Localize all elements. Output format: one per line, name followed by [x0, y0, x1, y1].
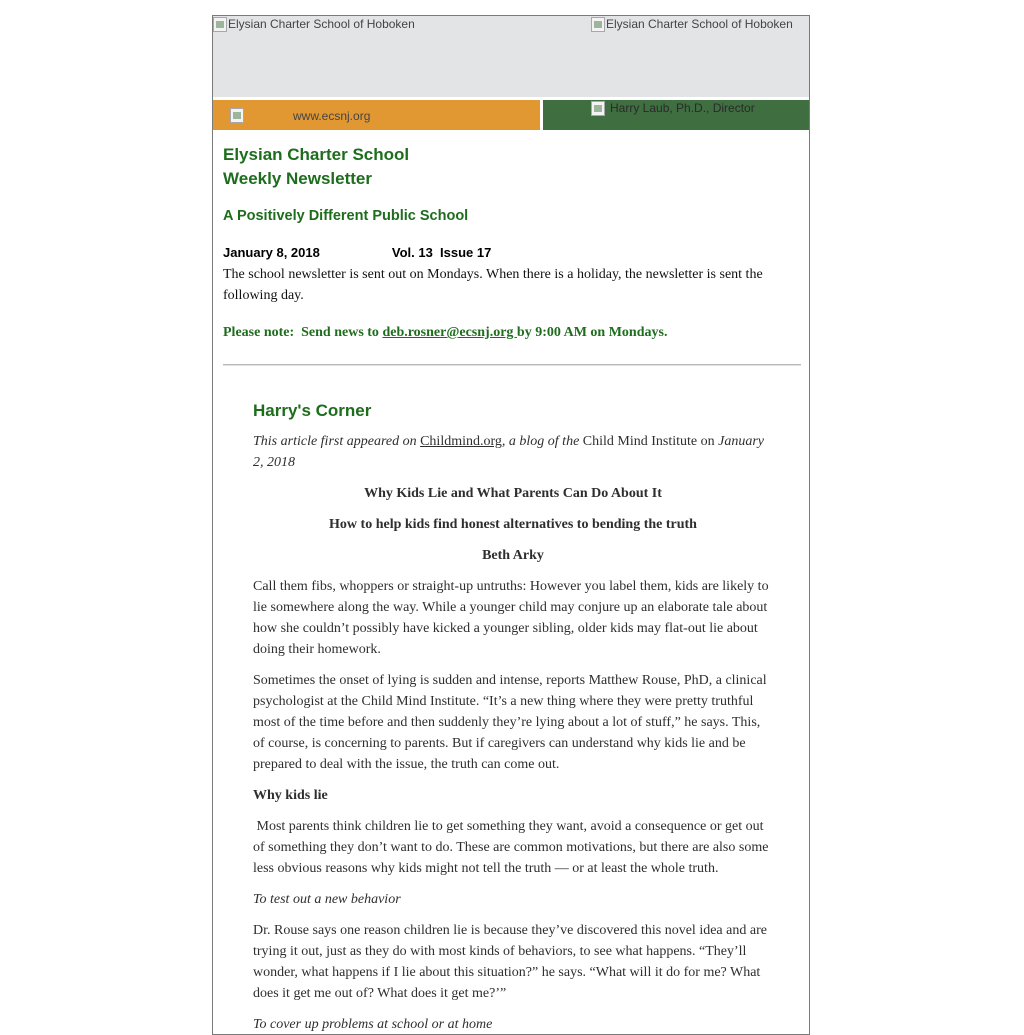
issue-volume: Vol. 13 Issue 17: [391, 245, 492, 260]
article-subheadline: How to help kids find honest alternatives to bending the truth: [329, 517, 697, 532]
newsletter-header-content: [223, 143, 801, 366]
website-url[interactable]: www.ecsnj.org: [293, 109, 371, 123]
website-bar[interactable]: [213, 100, 540, 130]
banner-alt-text-left: Elysian Charter School of Hoboken: [228, 17, 415, 31]
broken-image-icon: [591, 101, 605, 116]
submission-note: [223, 325, 801, 341]
harrys-corner-article: [253, 401, 773, 1035]
article-subheading: Why kids lie: [253, 788, 328, 803]
website-link[interactable]: [230, 108, 370, 123]
director-image: [591, 101, 755, 116]
section-title: Harry's Corner: [253, 401, 372, 420]
banner-image-right: [591, 17, 793, 32]
tagline: A Positively Different Public School: [223, 208, 469, 224]
banner-alt-text-right: Elysian Charter School of Hoboken: [606, 17, 793, 31]
issue-date: January 8, 2018: [223, 245, 320, 260]
broken-image-icon: [591, 17, 605, 32]
issue-info: [223, 245, 801, 260]
article-paragraph: Call them fibs, whoppers or straight-up untruths: However you label them, kids are likely to lie somewhere along the way. While a younger child may conjure up an elaborate tale about how she couldn’t possibly have kicked a younger sibling, older kids may flat-out lie about doing their homework.: [253, 579, 769, 657]
banner-image-left: [213, 17, 415, 32]
director-alt-text: Harry Laub, Ph.D., Director: [610, 101, 755, 115]
article-headline: Why Kids Lie and What Parents Can Do About It: [364, 486, 662, 501]
article-paragraph: Sometimes the onset of lying is sudden and intense, reports Matthew Rouse, PhD, a clinical psychologist at the Child Mind Institute. “It’s a new thing where they were pretty truthful most of the time before and then suddenly they’re lying about a lot of stuff,” he says. This, of course, is concerning to parents. But if caregivers can understand why kids lie and be prepared to deal with the issue, the truth can come out.: [253, 673, 767, 772]
email-link[interactable]: deb.rosner@ecsnj.org: [382, 325, 517, 340]
broken-image-icon: [230, 108, 244, 123]
article-paragraph: Most parents think children lie to get something they want, avoid a consequence or get out of something they don’t want to do. These are common motivations, but there are also some less obvious reasons why kids might not tell the truth — or at least the whole truth.: [253, 819, 772, 876]
article-intro: This article first appeared on Childmind.org, a blog of the Child Mind Institute on January 2, 2018: [253, 434, 765, 470]
newsletter-frame: [212, 15, 810, 1035]
article-subheading-italic: To cover up problems at school or at home: [253, 1017, 493, 1032]
newsletter-title: Elysian Charter School Weekly Newsletter: [223, 145, 410, 188]
header-banner: [213, 16, 810, 97]
divider: [223, 364, 801, 366]
broken-image-icon: [213, 17, 227, 32]
childmind-link[interactable]: Childmind.org: [420, 434, 502, 449]
article-paragraph: Dr. Rouse says one reason children lie is because they’ve discovered this novel idea and are trying it out, just as they do with most kinds of behaviors, to see what happens. “They’ll wonder, what happens if I lie about this situation?” he says. “What will it do for me? What does it get me out of? What does it get me?’”: [253, 923, 767, 1001]
note-suffix: by 9:00 AM on Mondays.: [516, 325, 668, 340]
note-prefix: Please note: Send news to: [223, 325, 383, 340]
director-bar: [543, 100, 810, 130]
article-author: Beth Arky: [482, 548, 544, 563]
schedule-note: The school newsletter is sent out on Mondays. When there is a holiday, the newsletter is sent the following day.: [223, 267, 763, 303]
article-subheading-italic: To test out a new behavior: [253, 892, 401, 907]
